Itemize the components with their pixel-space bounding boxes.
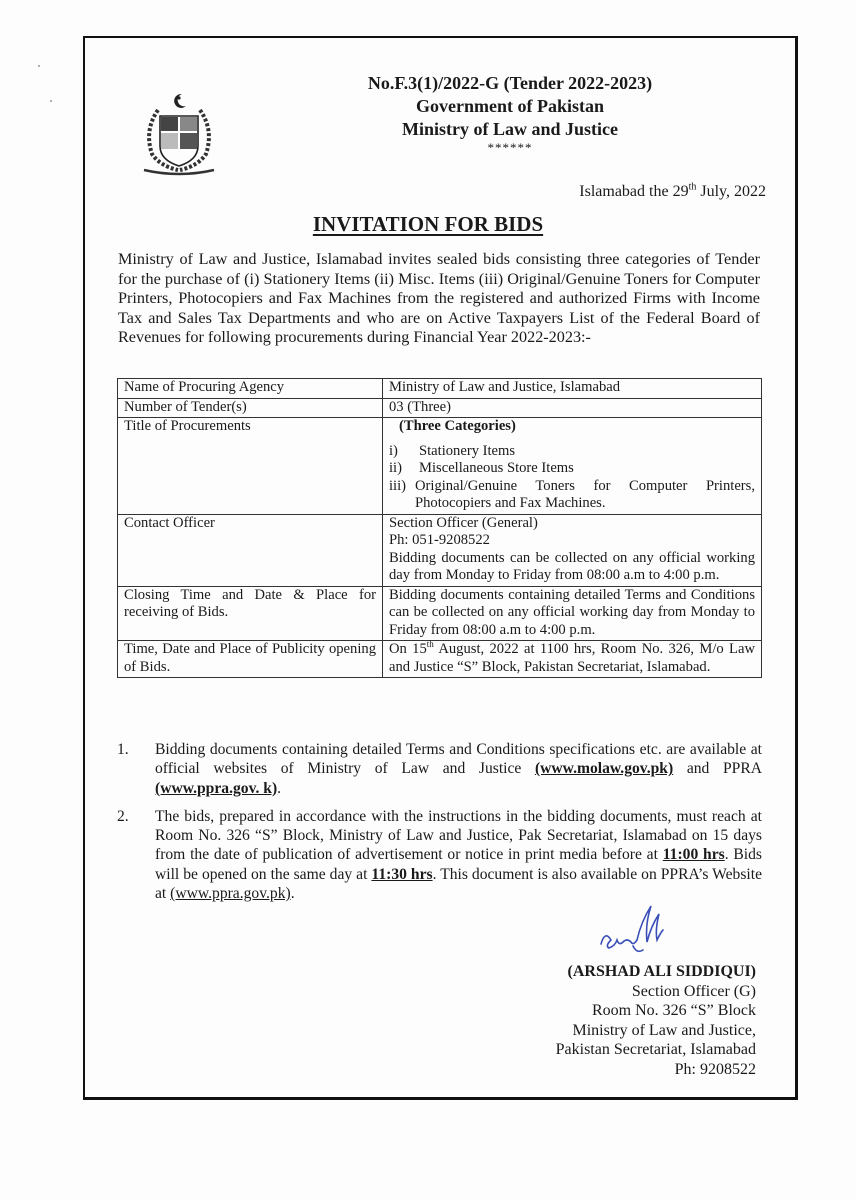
list-item: 1. Bidding documents containing detailed Terms and Conditions specifications etc. are available at official websites of Ministry of Law and Justice (www.molaw.gov.pk) and PPRA (www.ppra.gov. k). <box>117 741 762 797</box>
row-label: Number of Tender(s) <box>118 398 383 418</box>
signatory-designation: Section Officer (G) <box>631 982 756 1000</box>
issue-date: Islamabad the 29th July, 2022 <box>579 181 766 200</box>
tender-details-table <box>117 378 762 678</box>
row-label: Closing Time and Date & Place for receiving of Bids. <box>118 586 383 641</box>
state-emblem-icon <box>130 88 228 180</box>
submission-time: 11:00 hrs <box>662 846 725 864</box>
separator-stars: ****** <box>487 140 533 155</box>
ppra-website-link[interactable]: (www.ppra.gov. k) <box>155 779 278 797</box>
list-item: 2. The bids, prepared in accordance with the instructions in the bidding documents, must reach at Room No. 326 “S” Block, Ministry of Law and Justice, Pak Secretariat, Islamabad on 15 days from the date of publication of advertisement or notice in print media before at 11:00 hrs. Bids will be opened on the same day at 11:30 hrs. This document is also available on PPRA’s Website at (www.ppra.gov.pk). <box>117 807 762 903</box>
row-value <box>383 514 762 586</box>
row-value: On 15th August, 2022 at 1100 hrs, Room No. 326, M/o Law and Justice “S” Block, Pakistan Secretariat, Islamabad. <box>383 641 762 678</box>
signatory-address: Pakistan Secretariat, Islamabad <box>555 1041 756 1058</box>
opening-time: 11:30 hrs <box>371 865 433 883</box>
reference-number: No.F.3(1)/2022-G (Tender 2022-2023) <box>367 73 653 93</box>
contact-note: Bidding documents can be collected on any official working day from Monday to Friday from 08:00 a.m to 4:00 p.m. <box>389 549 755 583</box>
row-label: Name of Procuring Agency <box>118 379 383 399</box>
ministry-name: Ministry of Law and Justice <box>402 119 618 139</box>
signatory-block <box>556 962 756 1079</box>
category-item: ii) Miscellaneous Store Items <box>389 460 574 476</box>
row-value <box>383 418 762 515</box>
signature-icon <box>595 900 685 960</box>
table-row <box>118 398 762 418</box>
contact-officer: Section Officer (General) <box>389 514 538 531</box>
category-item: i) Stationery Items <box>389 442 516 459</box>
page-title: INVITATION FOR BIDS <box>312 212 544 236</box>
row-label: Title of Procurements <box>118 418 383 515</box>
signatory-ministry: Ministry of Law and Justice, <box>572 1021 756 1039</box>
row-label: Time, Date and Place of Publicity opening of Bids. <box>118 641 383 678</box>
category-item: iii) Original/Genuine Toners for Computer Printers, Photocopiers and Fax Machines. <box>389 477 755 511</box>
row-value: Bidding documents containing detailed Terms and Conditions can be collected on any official working day from Monday to Friday from 08:00 a.m to 4:00 p.m. <box>383 586 762 641</box>
ppra-website-link[interactable]: (www.ppra.gov.pk) <box>170 885 291 903</box>
table-row <box>118 641 762 678</box>
government-name: Government of Pakistan <box>416 96 604 116</box>
numbered-points <box>117 740 762 912</box>
categories-heading: (Three Categories) <box>399 418 516 434</box>
signatory-name: (ARSHAD ALI SIDDIQUI) <box>567 963 756 980</box>
row-value: Ministry of Law and Justice, Islamabad <box>383 379 762 399</box>
contact-phone: Ph: 051-9208522 <box>389 532 490 548</box>
letterhead <box>330 72 690 155</box>
scan-speck <box>38 65 40 67</box>
table-row <box>118 379 762 399</box>
scan-speck <box>50 100 52 102</box>
table-row <box>118 586 762 641</box>
molaw-website-link[interactable]: (www.molaw.gov.pk) <box>534 760 674 778</box>
table-row <box>118 514 762 586</box>
signatory-phone: Ph: 9208522 <box>674 1060 756 1078</box>
row-value: 03 (Three) <box>383 398 762 418</box>
row-label: Contact Officer <box>118 514 383 586</box>
table-row <box>118 418 762 515</box>
signatory-room: Room No. 326 “S” Block <box>592 1002 756 1019</box>
intro-paragraph: Ministry of Law and Justice, Islamabad invites sealed bids consisting three categories of Tender for the purchase of (i) Stationery Items (ii) Misc. Items (iii) Original/Genuine Toners for Computer Printers, Photocopiers and Fax Machines from the registered and authorized Firms with Income Tax and Sales Tax Departments and who are on Active Taxpayers List of the Federal Board of Revenues for following procurements during Financial Year 2022-2023:- <box>118 250 760 347</box>
